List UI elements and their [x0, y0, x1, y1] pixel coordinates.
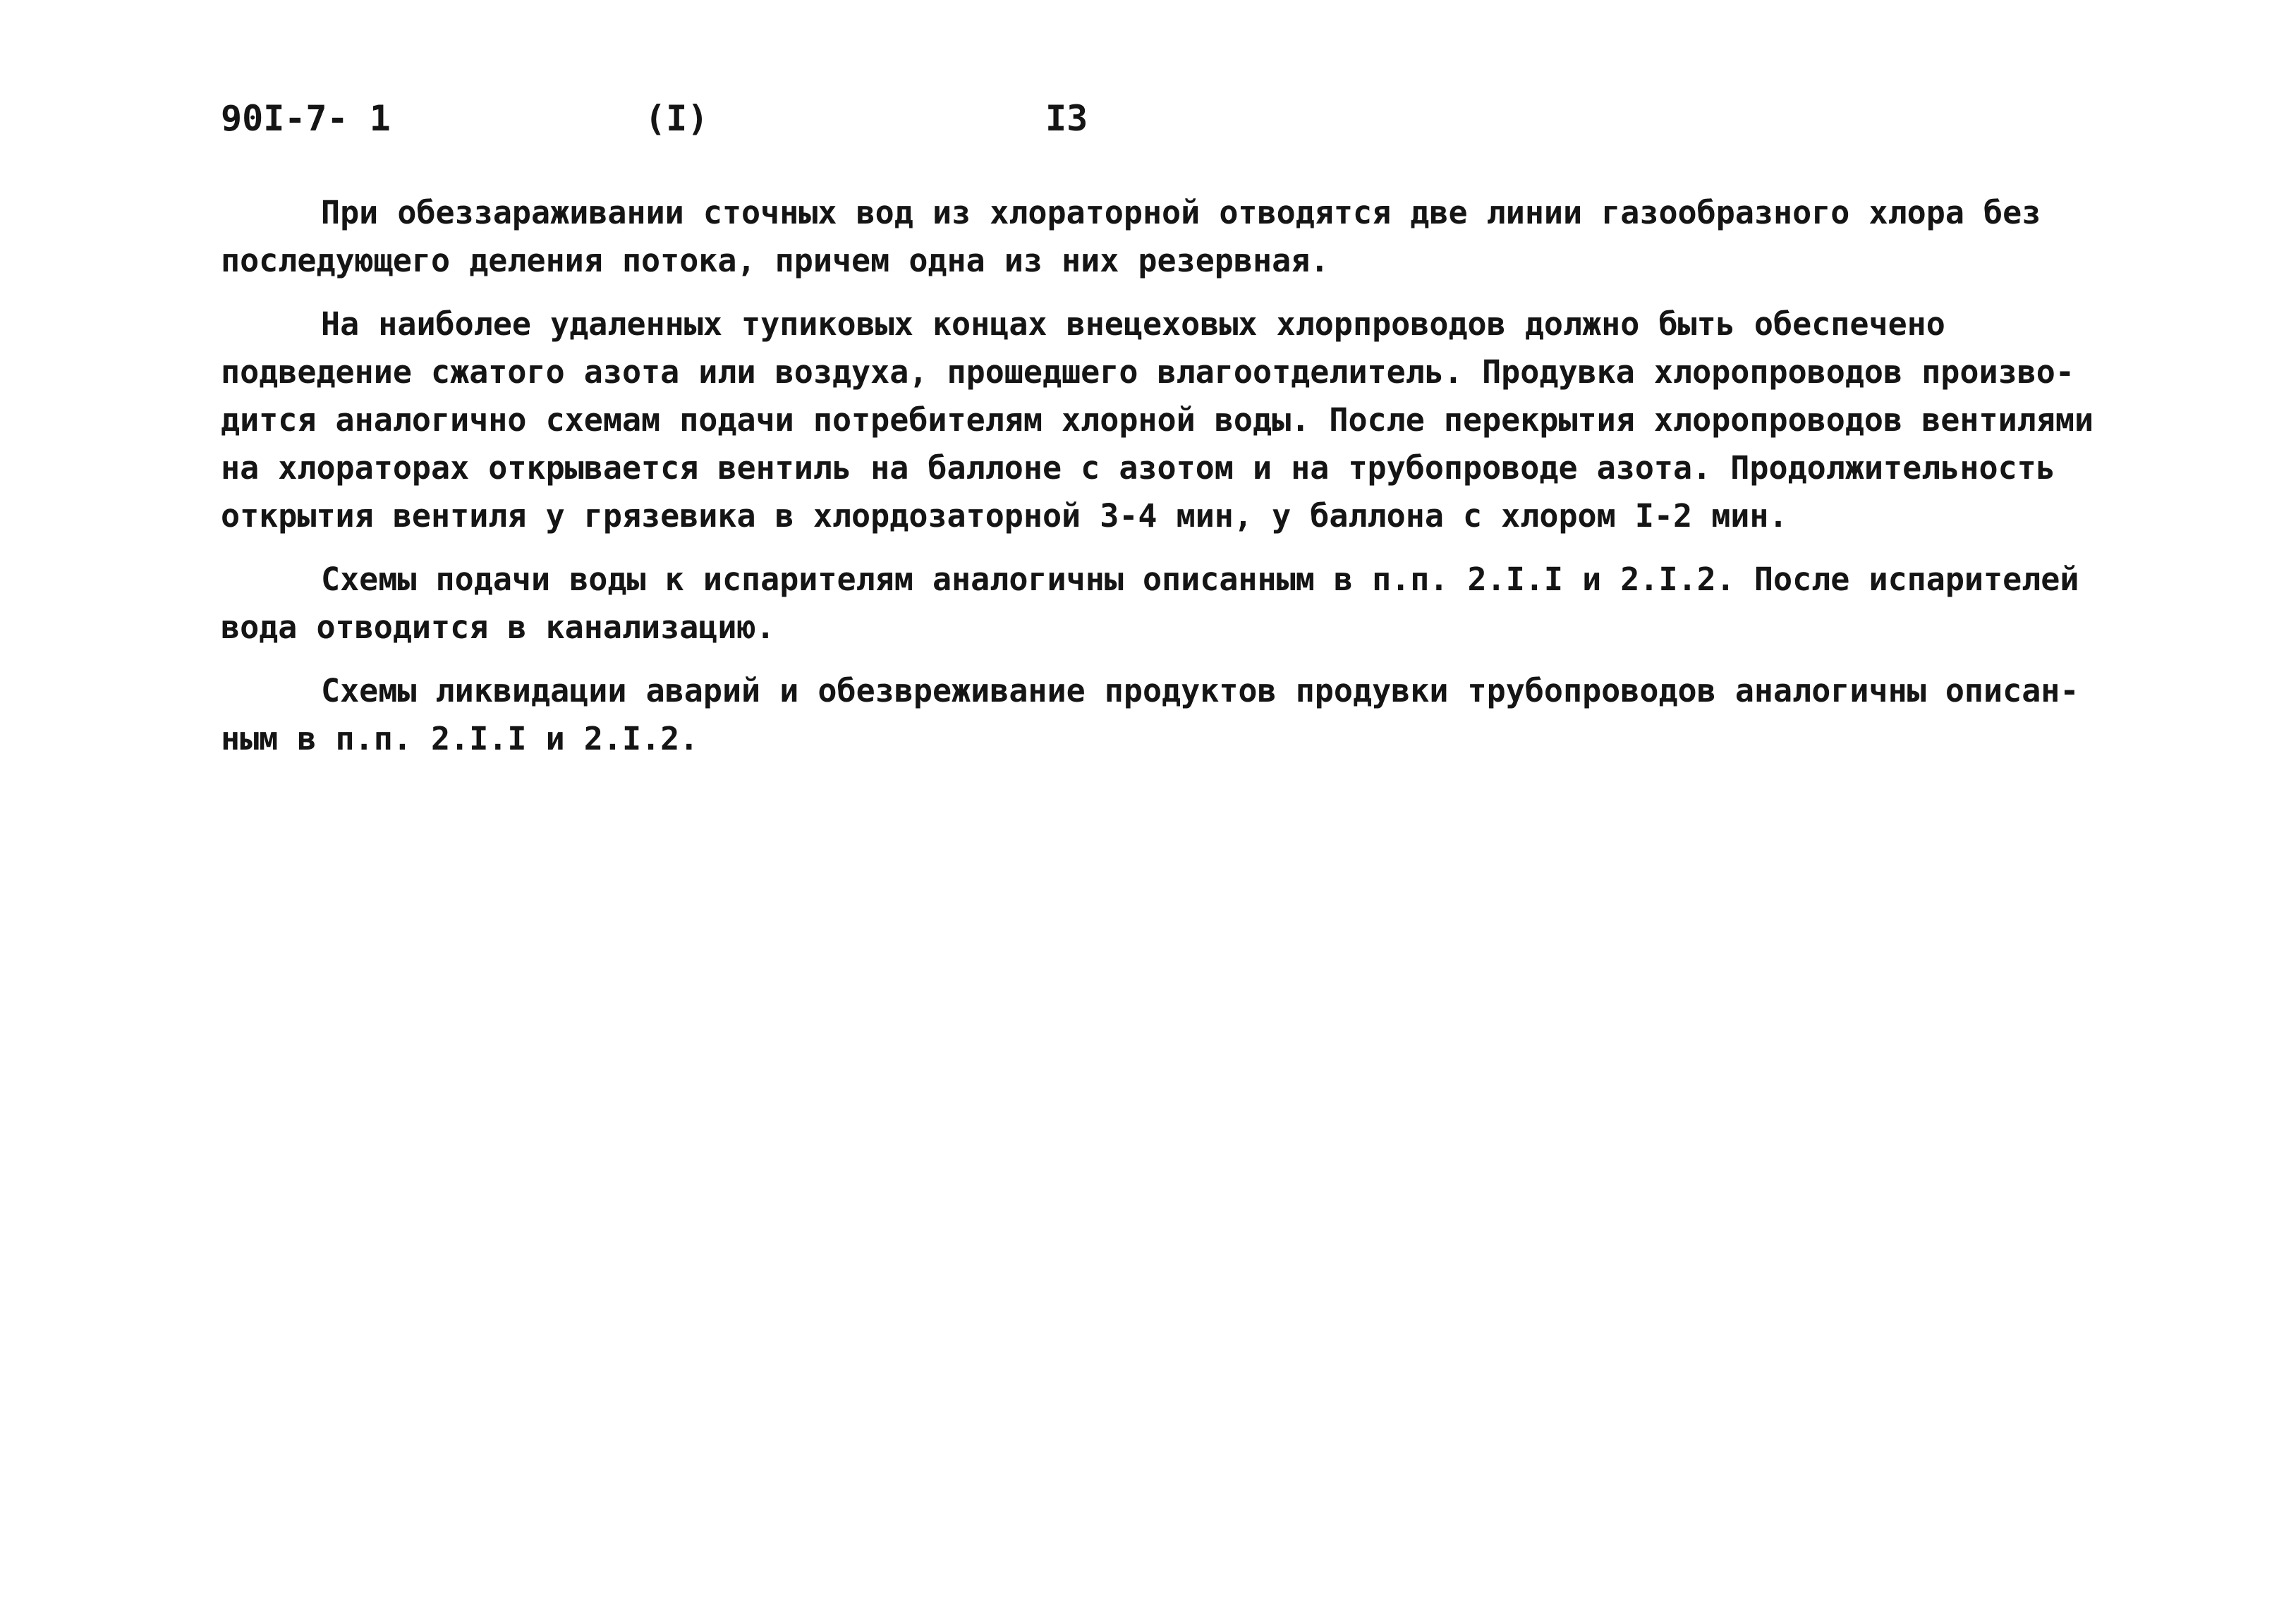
- text-line: на хлораторах открывается вентиль на баллоне с азотом и на трубопроводе азота. Продолжительность: [221, 449, 2055, 487]
- document-code: 90I-7- 1: [221, 98, 391, 139]
- text-line: ным в п.п. 2.I.I и 2.I.2.: [221, 720, 699, 757]
- paragraph: [221, 556, 2111, 652]
- text-line: На наиболее удаленных тупиковых концах внецеховых хлорпроводов должно быть обеспечено: [321, 305, 1945, 343]
- text-line: Схемы ликвидации аварий и обезвреживание продуктов продувки трубопроводов аналогичны описан-: [321, 672, 2079, 709]
- paragraph: [221, 667, 2111, 763]
- text-line: При обеззараживании сточных вод из хлораторной отводятся две линии газообразного хлора без: [321, 194, 2041, 231]
- text-line: Схемы подачи воды к испарителям аналогичны описанным в п.п. 2.I.I и 2.I.2. После испарителей: [321, 561, 2079, 598]
- text-line: открытия вентиля у грязевика в хлордозаторной 3-4 мин, у баллона с хлором I-2 мин.: [221, 497, 1788, 535]
- text-line: вода отводится в канализацию.: [221, 609, 775, 646]
- body-text: [221, 189, 2111, 779]
- text-line: последующего деления потока, причем одна из них резервная.: [221, 242, 1330, 279]
- paragraph: [221, 300, 2111, 540]
- text-line: дится аналогично схемам подачи потребителям хлорной воды. После перекрытия хлоропроводов вентилями: [221, 401, 2094, 439]
- text-line: подведение сжатого азота или воздуха, прошедшего влагоотделитель. Продувка хлоропроводов произво-: [221, 353, 2074, 391]
- page-number: I3: [1045, 98, 1088, 139]
- part-number: (I): [645, 98, 709, 139]
- paragraph: [221, 189, 2111, 285]
